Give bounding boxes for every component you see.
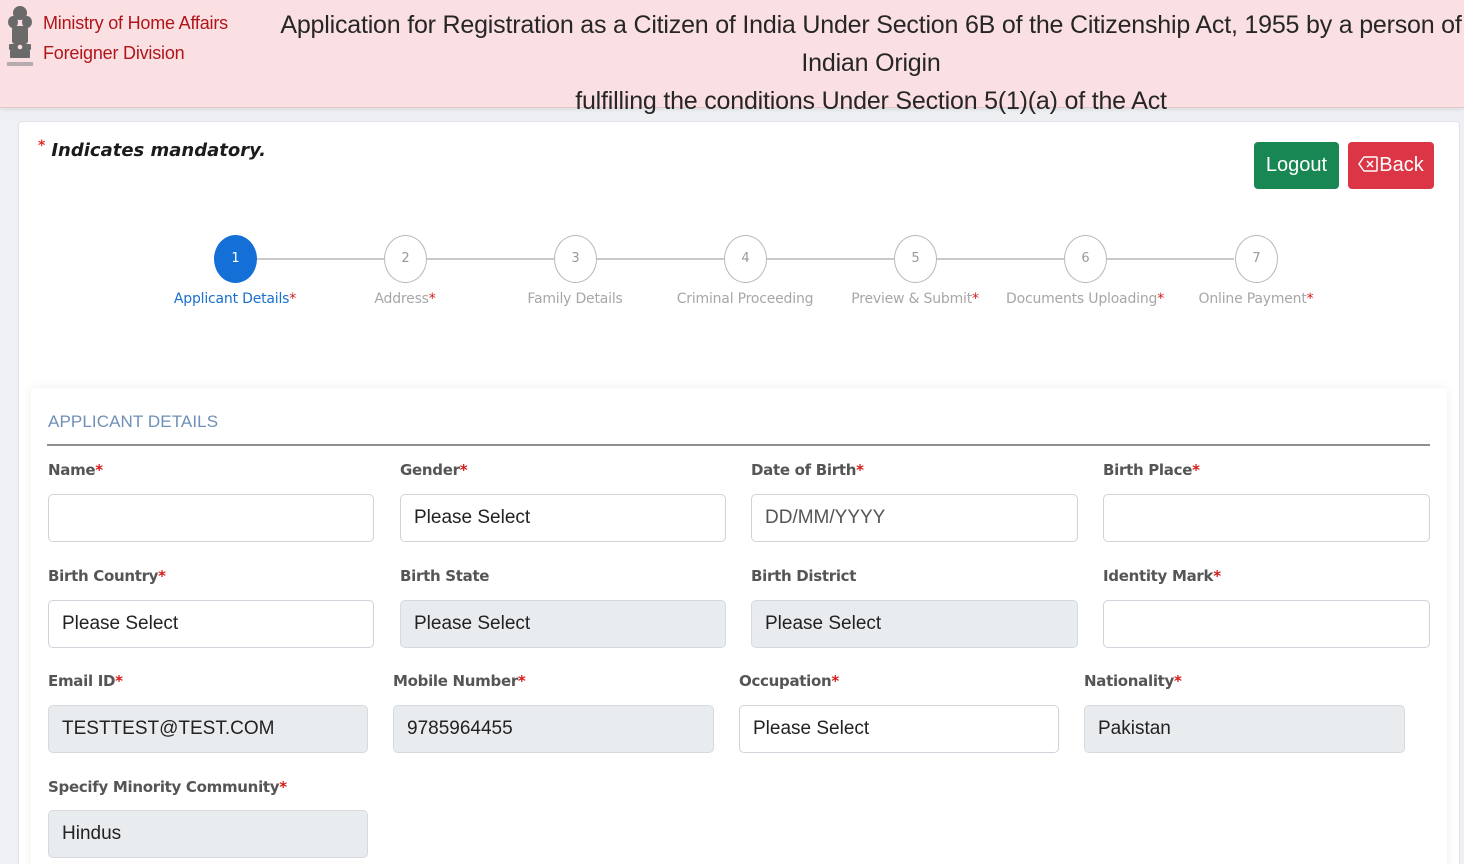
label-text: Specify Minority Community <box>48 778 280 796</box>
birth-country-select[interactable]: Please Select <box>48 600 374 648</box>
step-3-label[interactable] <box>527 291 622 307</box>
name-input[interactable] <box>48 494 374 542</box>
backspace-icon <box>1358 156 1378 172</box>
label-text: Occupation <box>739 672 832 690</box>
mobile-label <box>393 672 525 690</box>
required-asterisk: * <box>1157 291 1164 307</box>
division-line: Foreigner Division <box>43 43 185 63</box>
required-asterisk: * <box>1306 291 1314 307</box>
step-7-label[interactable] <box>1199 291 1314 307</box>
step-connector <box>597 258 724 260</box>
step-label-text: Family Details <box>527 291 623 307</box>
gender-label <box>400 461 467 479</box>
email-label <box>48 672 123 690</box>
nationality-field[interactable]: Pakistan <box>1084 705 1405 753</box>
section-divider <box>47 444 1430 446</box>
logout-button[interactable]: Logout <box>1254 142 1339 189</box>
required-asterisk: * <box>1192 461 1200 479</box>
label-text: Date of Birth <box>751 461 857 479</box>
gender-select[interactable]: Please Select <box>400 494 726 542</box>
required-asterisk: * <box>517 672 526 690</box>
step-connector <box>427 258 554 260</box>
birth-country-label <box>48 567 166 585</box>
step-label-text: Documents Uploading <box>1006 291 1158 307</box>
step-3-circle[interactable]: 3 <box>554 235 597 283</box>
label-text: Mobile Number <box>393 672 518 690</box>
ministry-name <box>43 8 228 68</box>
email-field[interactable]: TESTTEST@TEST.COM <box>48 705 368 753</box>
label-text: Birth Place <box>1103 461 1193 479</box>
mandatory-note-text: Indicates mandatory. <box>51 140 267 161</box>
back-button-label: Back <box>1379 154 1424 176</box>
nationality-label <box>1084 672 1182 690</box>
birth-state-label <box>400 567 489 585</box>
birth-place-label <box>1103 461 1200 479</box>
birth-state-select[interactable]: Please Select <box>400 600 726 648</box>
page-title-line2: fulfilling the conditions Under Section 5(1)(a) of the Act <box>575 87 1167 115</box>
step-4-circle[interactable]: 4 <box>724 235 767 283</box>
name-label <box>48 461 103 479</box>
step-label-text: Preview & Submit <box>851 291 972 307</box>
back-button[interactable] <box>1348 142 1434 189</box>
label-text: Birth State <box>400 567 490 585</box>
step-7-circle[interactable]: 7 <box>1235 235 1278 283</box>
page-header <box>0 0 1464 115</box>
step-label-text: Online Payment <box>1198 291 1307 307</box>
required-asterisk: * <box>279 778 287 796</box>
mobile-field[interactable]: 9785964455 <box>393 705 714 753</box>
step-label-text: Address <box>374 291 429 307</box>
step-2-circle[interactable]: 2 <box>384 235 427 283</box>
birth-district-select[interactable]: Please Select <box>751 600 1078 648</box>
label-text: Name <box>48 461 96 479</box>
required-asterisk: * <box>856 461 864 479</box>
step-6-circle[interactable]: 6 <box>1064 235 1107 283</box>
required-asterisk: * <box>289 291 297 307</box>
national-emblem-icon <box>4 4 36 70</box>
step-label-text: Applicant Details <box>173 291 290 307</box>
label-text: Gender <box>400 461 460 479</box>
step-1-label[interactable] <box>174 291 296 307</box>
label-text: Nationality <box>1084 672 1175 690</box>
label-text: Birth Country <box>48 567 159 585</box>
dob-input[interactable]: DD/MM/YYYY <box>751 494 1078 542</box>
required-asterisk: * <box>831 672 839 690</box>
step-5-label[interactable] <box>851 291 979 307</box>
birth-district-label <box>751 567 856 585</box>
minority-label <box>48 778 287 796</box>
step-label-text: Criminal Proceeding <box>676 291 814 307</box>
ministry-line: Ministry of Home Affairs <box>43 13 228 33</box>
step-6-label[interactable] <box>1006 291 1164 307</box>
mandatory-note <box>38 140 266 161</box>
label-text: Identity Mark <box>1103 567 1214 585</box>
required-asterisk: * <box>428 291 436 307</box>
step-2-label[interactable] <box>374 291 435 307</box>
step-connector <box>937 258 1064 260</box>
required-asterisk: * <box>38 138 46 154</box>
step-5-circle[interactable]: 5 <box>894 235 937 283</box>
occupation-select[interactable]: Please Select <box>739 705 1059 753</box>
minority-field[interactable]: Hindus <box>48 810 368 858</box>
identity-mark-label <box>1103 567 1221 585</box>
occupation-label <box>739 672 839 690</box>
step-connector <box>257 258 384 260</box>
required-asterisk: * <box>1174 672 1182 690</box>
page-title-line1: Application for Registration as a Citizen of India Under Section 6B of the Citizenship Act, 1955 by a person of Indian Origin <box>280 11 1462 77</box>
label-text: Email ID <box>48 672 116 690</box>
dob-label <box>751 461 864 479</box>
step-connector <box>767 258 894 260</box>
birth-place-input[interactable] <box>1103 494 1430 542</box>
required-asterisk: * <box>971 291 979 307</box>
section-title: APPLICANT DETAILS <box>48 412 219 431</box>
required-asterisk: * <box>115 672 123 690</box>
required-asterisk: * <box>1213 567 1221 585</box>
step-1-circle[interactable]: 1 <box>214 235 257 283</box>
label-text: Birth District <box>751 567 857 585</box>
step-connector <box>1107 258 1234 260</box>
identity-mark-input[interactable] <box>1103 600 1430 648</box>
step-4-label[interactable] <box>677 291 814 307</box>
page-title <box>276 6 1464 120</box>
required-asterisk: * <box>95 461 103 479</box>
required-asterisk: * <box>459 461 468 479</box>
required-asterisk: * <box>158 567 166 585</box>
